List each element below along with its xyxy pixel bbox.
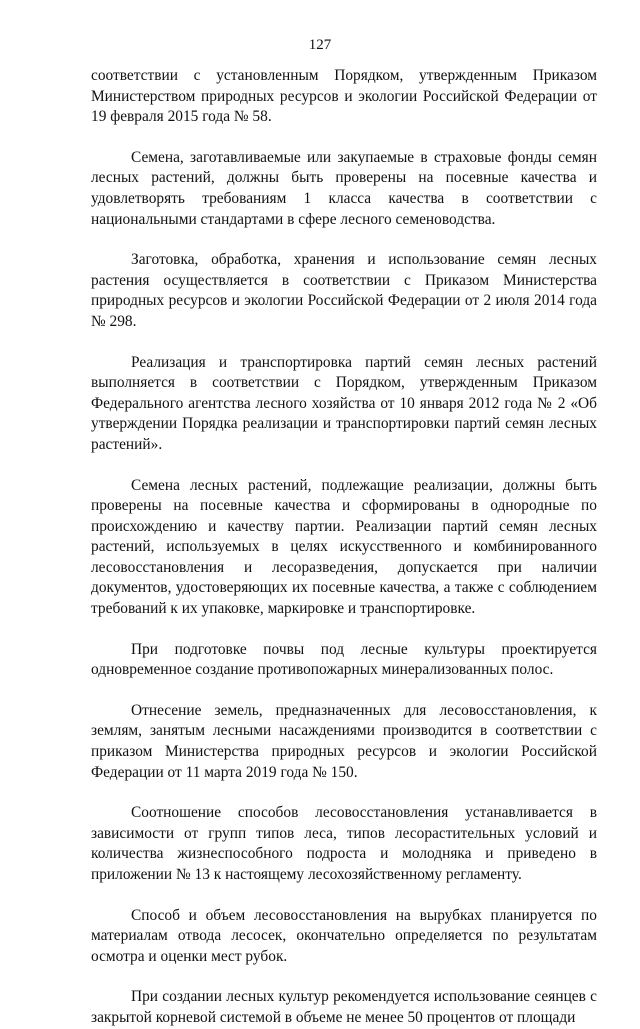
paragraph-seed-transport: Реализация и транспортировка партий семян лесных растений выполняется в соответствии с Порядком, утвержденным Приказом Федерального агентства лесного хозяйства от 10 января 2012 года № 2 «Об утверждении Порядка реализации и транспортировки партий семян лесных растений». (91, 353, 597, 453)
paragraph-seed-procurement: Заготовка, обработка, хранения и использование семян лесных растения осуществляется в соответствии с Приказом Министерства природных ресурсов и экологии Российской Федерации от 2 июля 2014 года № 298. (91, 251, 597, 330)
paragraph-seed-sale-requirements: Семена лесных растений, подлежащие реализации, должны быть проверены на посевные качества и сформированы в однородные по происхождению и качеству партии. Реализации партий семян лесных растений, используемых в целях искусственного и комбинированного лесовосстановления и лесоразведения, допускается при наличии документов, удостоверяющих их посевные качества, а также с соблюдением требований к их упаковке, маркировке и транспортировке. (91, 476, 597, 618)
page-number: 127 (308, 37, 332, 53)
paragraph-seed-insurance-funds: Семена, заготавливаемые или закупаемые в страховые фонды семян лесных растений, должны быть проверены на посевные качества и удовлетворять требованиям 1 класса качества в соответствии с национальными стандартами в сфере лесного семеноводства. (91, 148, 597, 228)
document-body (91, 66, 597, 1029)
paragraph-seedlings-closed-roots: При создании лесных культур рекомендуется использование сеянцев с закрытой корневой системой в объеме не менее 50 процентов от площади (91, 988, 597, 1026)
paragraph-reforestation-method: Способ и объем лесовосстановления на вырубках планируется по материалам отвода лесосек, окончательно определяется по результатам осмотра и оценки мест рубок. (91, 906, 597, 965)
paragraph-land-classification: Отнесение земель, предназначенных для лесовосстановления, к землям, занятым лесными насаждениями производится в соответствии с приказом Министерства природных ресурсов и экологии Российской Федерации от 11 марта 2019 года № 150. (91, 701, 597, 781)
paragraph-soil-preparation: При подготовке почвы под лесные культуры проектируется одновременное создание противопожарных минерализованных полос. (91, 640, 597, 679)
paragraph-reforestation-ratio: Соотношение способов лесовосстановления устанавливается в зависимости от групп типов леса, типов лесорастительных условий и количества жизнеспособного подроста и молодняка и приведено в приложении № 13 к настоящему лесохозяйственному регламенту. (91, 804, 597, 883)
paragraph-continuation: соответствии с установленным Порядком, утвержденным Приказом Министерством природных ресурсов и экологии Российской Федерации от 19 февраля 2015 года № 58. (91, 67, 597, 126)
